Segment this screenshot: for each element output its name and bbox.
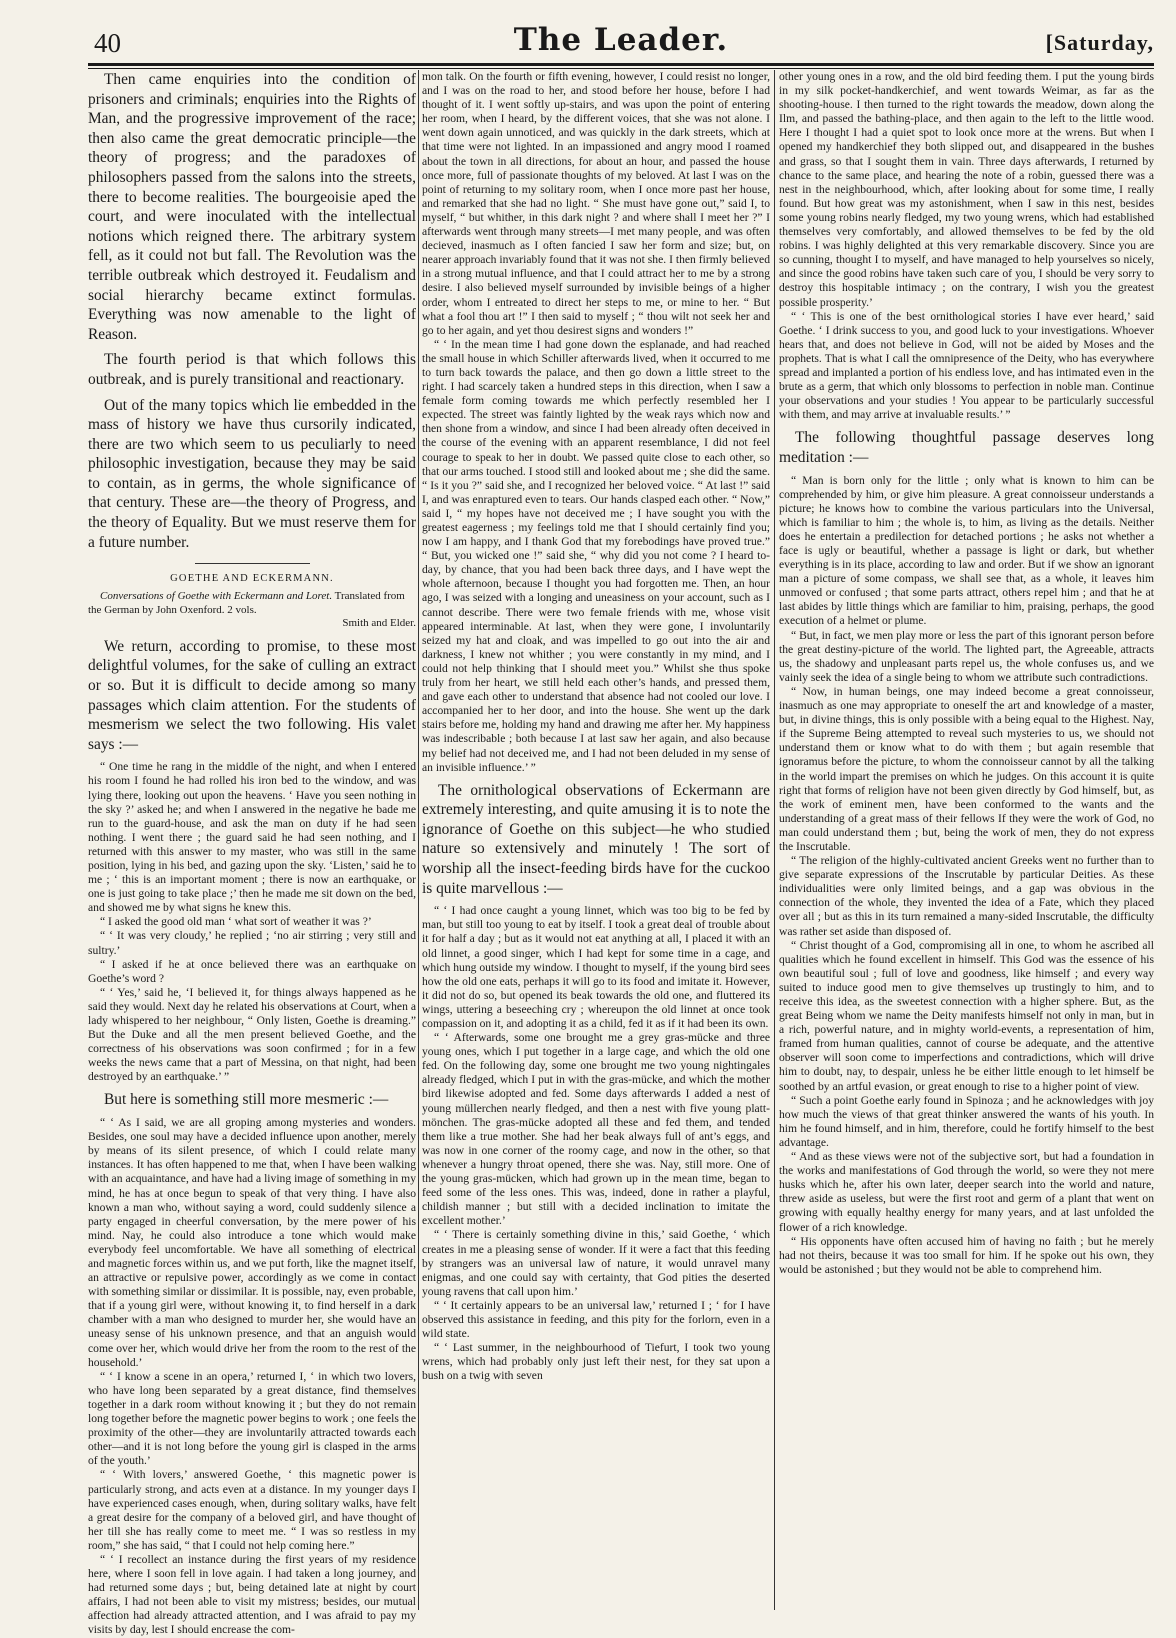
review-intro: We return, according to promise, to these most delightful volumes, for the sake of culling an extract or so. But it is difficult to decide among so many passages which claim attention. For the students of mesmerism we select the two following. His valet says :— bbox=[88, 637, 416, 753]
quote-paragraph: “ ‘ It certainly appears to be an universal law,’ returned I ; ‘ for I have observed this assistance in feeding, and this pity for the forlorn, even in a wild state. bbox=[422, 1298, 770, 1341]
section-divider bbox=[195, 563, 310, 564]
column-1 bbox=[88, 70, 416, 1637]
bridge-paragraph: But here is something still more mesmeric :— bbox=[104, 1091, 389, 1109]
column-2 bbox=[422, 70, 770, 1615]
quote-paragraph: “ ‘ I recollect an instance during the first years of my residence here, where I soon fell in love again. I had taken a long journey, and had returned some days ; but, being detained late at night by court affairs, I had not been able to visit my mistress; besides, our mutual affection had already attracted attention, and I was afraid to pay my visits by day, lest I should encrease the com- bbox=[88, 1552, 416, 1637]
quote-paragraph: “ ‘ It was very cloudy,’ he replied ; ‘no air stirring ; very still and sultry.’ bbox=[88, 929, 416, 957]
quote-paragraph: “ ‘ Afterwards, some one brought me a grey gras-mücke and three young ones, which I put together in a large cage, and which the old one fed. On the following day, some one brought me two young nightingales already fledged, which I put in with the gras-mücke, and which the mother bird likewise adopted and fed. Some days afterwards I added a nest of young müllerchen nearly fledged, and then a nest with five young platt-mönchen. The gras-mücke adopted all these and fed them, and tended them like a true mother. She had her beak always full of ant’s eggs, and was now in one corner of the roomy cage, and now in the other, so that whenever a hungry throat opened, there she was. Nay, still more. One of the young gras-mücken, which had grown up in the mean time, began to feed some of the less ones. This was, indeed, done in rather a playful, childish manner ; but still with a decided inclination to imitate the excellent mother.’ bbox=[422, 1031, 770, 1228]
book-citation bbox=[88, 590, 416, 617]
quote-paragraph: “ ‘ Yes,’ said he, ‘I believed it, for things always happened as he said they would. Next day he related his observations at Court, when a lady whispered to her neighbour, “ Only listen, Goethe is dreaming.” But the Duke and all the men present believed Goethe, and the correctness of his observations was soon confirmed ; for in a few weeks the news came that a part of Messina, on that night, had been destroyed by an earthquake.’ ” bbox=[88, 985, 416, 1084]
masthead-rule bbox=[88, 63, 1154, 66]
quote-paragraph: “ Such a point Goethe early found in Spinoza ; and he acknowledges with joy how much the views of that great thinker answered the wants of his youth. In him he found himself, and in him, therefore, could he fortify himself to the best advantage. bbox=[779, 1093, 1154, 1149]
book-title: Conversations of Goethe with Eckermann and Loret. bbox=[100, 590, 333, 603]
masthead bbox=[88, 22, 1154, 66]
quote-paragraph: “ ‘ With lovers,’ answered Goethe, ‘ this magnetic power is particularly strong, and acts even at a distance. In my younger days I have experienced cases enough, when, during solitary walks, have felt a great desire for the company of a beloved girl, and have thought of her till she has really come to meet me. “ I was so restless in my room,” she has said, “ that I could not help coming here.” bbox=[88, 1468, 416, 1552]
quote-paragraph: “ And as these views were not of the subjective sort, but had a foundation in the works and manifestations of God through the world, so were they not mere husks which he, after his own later, deeper search into the world and nature, threw aside as useless, but were the first root and germ of a plant that went on growing with equally healthy energy for many years, and at last unfolded the flower of a rich knowledge. bbox=[779, 1150, 1154, 1234]
intro-paragraph: The fourth period is that which follows this outbreak, and is purely transitional and reactionary. bbox=[88, 351, 416, 388]
column-divider-2 bbox=[774, 70, 775, 1610]
quote-paragraph: “ ‘ As I said, we are all groping among mysteries and wonders. Besides, one soul may have a decided influence upon another, merely by means of its silent presence, of which I could relate many instances. It has often happened to me that, when I have been walking with an acquaintance, and have had a living image of something in my mind, he has at once begun to speak of that very thing. I have also known a man who, without saying a word, could suddenly silence a party engaged in cheerful conversation, by the mere power of his mind. Nay, he could also introduce a tone which would make everybody feel uncomfortable. We have all something of electrical and magnetic forces within us, and we put forth, like the magnet itself, an attractive or repulsive power, accordingly as we come in contact with something similar or dissimilar. It is possible, nay, even probable, that if a young girl were, without knowing it, to find herself in a dark chamber with a man who designed to murder her, she would have an uneasy sense of his unknown presence, and that an anguish would come over her, which would drive her from the room to the rest of the household.’ bbox=[88, 1116, 416, 1369]
quote-paragraph: other young ones in a row, and the old bird feeding them. I put the young birds in my silk pocket-handkerchief, and went towards Weimar, as far as the shooting-house. I then turned to the right towards the meadow, down along the Ilm, and passed the bathing-place, and then again to the left to the little wood. Here I thought I had a quiet spot to look once more at the wrens. But when I opened my handkerchief they both slipped out, and disappeared in the bushes and grass, so that I sought them in vain. Three days afterwards, I returned by chance to the same place, and hearing the note of a robin, guessed there was a nest in the neighbourhood, which, after looking about for some time, I really found. But how great was my astonishment, when I saw in this nest, besides some young robins nearly fledged, my two young wrens, which had established themselves very comfortably, and allowed themselves to be fed by the old robins. I was highly delighted at this very remarkable discovery. Since you are so cunning, thought I to myself, and have managed to help yourselves so nicely, and since the good robins have taken such care of you, I should be very sorry to destroy this hospitable intimacy ; on the contrary, I wish you the greatest possible prosperity.’ bbox=[779, 70, 1154, 309]
quote-paragraph: “ ‘ This is one of the best ornithological stories I have ever heard,’ said Goethe. ‘ I drink success to you, and good luck to your investigations. Whoever hears that, and does not believe in God, will not be aided by Moses and the prophets. That is what I call the omnipresence of the Deity, who has everywhere spread and implanted a portion of his endless love, and has intimated even in the brute as a germ, that which only blossoms to perfection in noble man. Continue your observations and your studies ! You appear to be particularly successful with them, and may arrive at invaluable results.’ ” bbox=[779, 309, 1154, 422]
quote-paragraph: “ ‘ In the mean time I had gone down the esplanade, and had reached the small house in which Schiller afterwards lived, when it occurred to me to turn back towards the palace, and then go down a little street to the right. I had scarcely taken a hundred steps in this direction, when I saw a female form coming towards me which perfectly resembled her I expected. The street was faintly lighted by the weak rays which now and then shone from a window, and since I had been already often deceived in the course of the evening with an apparent resemblance, I did not feel courage to speak to her in doubt. We passed quite close to each other, so that our arms touched. I stood still and looked about me ; she did the same. “ Is it you ?” said she, and I recognized her beloved voice. “ At last !” said I, and was enraptured even to tears. Our hands clasped each other. “ Now,” said I, “ my hopes have not deceived me ; I have sought you with the greatest eagerness ; my feelings told me that I should certainly find you; now I am happy, and I thank God that my forebodings have proved true.” “ But, you wicked one !” said she, “ why did you not come ? I heard to-day, by chance, that you had been back three days, and I have wept the whole afternoon, because I thought you had forgotten me. Then, an hour ago, I was seized with a longing and uneasiness on your account, such as I cannot describe. There were two female friends with me, whose visit appeared interminable. At last, when they were gone, I involuntarily seized my hat and cloak, and was impelled to go out into the air and darkness, I knew not whither ; you were constantly in my mind, and I could not help thinking that I should meet you.” Whilst she thus spoke truly from her heart, we still held each other’s hands, and pressed them, and gave each other to understand that absence had not cooled our love. I accompanied her to her door, and into the house. She went up the dark stairs before me, holding my hand and drawing me after her. My happiness was indescribable ; both because I at last saw her again, and also because my belief had not deceived me, and I had not been deluded in my sense of an invisible influence.’ ” bbox=[422, 337, 770, 774]
newspaper-title: The Leader. bbox=[513, 22, 729, 58]
bridge-paragraph: The following thoughtful passage deserves long meditation :— bbox=[779, 429, 1154, 466]
quote-paragraph: “ ‘ There is certainly something divine in this,’ said Goethe, ‘ which creates in me a pleasing sense of wonder. If it were a fact that this feeding by strangers was an universal law of nature, it would unravel many enigmas, and one could say with certainty, that God pities the deserted young ravens that call upon him.’ bbox=[422, 1228, 770, 1298]
book-details: Translated from the German by John Oxenford. 2 vols. bbox=[88, 590, 405, 616]
quote-paragraph: “ One time he rang in the middle of the night, and when I entered his room I found he had rolled his iron bed to the window, and was lying there, looking out upon the heavens. ‘ Have you seen nothing in the sky ?’ asked he; and when I answered in the negative he bade me run to the guard-house, and ask the man on duty if he had seen nothing. I went there ; the guard said he had seen nothing, and I returned with this answer to my master, who was still in the same position, lying in his bed, and gazing upon the sky. ‘Listen,’ said he to me ; ‘ this is an important moment ; there is now an earthquake, or one is just going to take place ;’ then he made me sit down on the bed, and showed me by what signs he knew this. bbox=[88, 760, 416, 915]
bridge-paragraph: The ornithological observations of Eckermann are extremely interesting, and quite amusing it is to note the ignorance of Goethe on this subject—he who studied nature so extensively and minutely ! The sort of worship all the insect-feeding birds have for the cuckoo is quite marvellous :— bbox=[422, 781, 770, 897]
intro-paragraph: Then came enquiries into the condition of prisoners and criminals; enquiries into the Rights of Man, and the progressive improvement of the race; then also came the great democratic principle—the theory of progress; and the paradoxes of philosophers passed from the salons into the streets, there to become realities. The bourgeoisie aped the court, and were inoculated with the intellectual notions which reigned there. The arbitrary system fell, as it could not but fall. The Revolution was the terrible outbreak which destroyed it. Feudalism and social hierarchy became extinct formulas. Everything was now amenable to the light of Reason. bbox=[88, 71, 416, 343]
quote-paragraph: “ I asked the good old man ‘ what sort of weather it was ?’ bbox=[100, 915, 372, 929]
intro-paragraph: Out of the many topics which lie embedded in the mass of history we have thus cursorily indicated, there are two which seem to us peculiarly to need philosophic investigation, because they may be said to contain, as in germs, the whole significance of that century. These are—the theory of Progress, and the theory of Equality. But we must reserve them for a future number. bbox=[88, 396, 416, 551]
quote-paragraph: “ Christ thought of a God, compromising all in one, to whom he ascribed all qualities which he found excellent in himself. This God was the essence of his own beautiful soul ; full of love and goodness, like himself ; and every way suited to induce good men to give themselves up trustingly to him, and to receive this idea, as the sweetest connection with a higher sphere. But, as the great Being whom we name the Deity manifests himself not only in man, but in a rich, powerful nature, and in mighty world-events, a representation of him, framed from human qualities, cannot of course be adequate, and the attentive observer will soon come to imperfections and contradictions, which will drive him to doubt, nay, to despair, unless he be either little enough to let himself be soothed by an artful evasion, or great enough to rise to a higher point of view. bbox=[779, 938, 1154, 1093]
quote-paragraph: “ Now, in human beings, one may indeed become a great connoisseur, inasmuch as one may appropriate to oneself the art and knowledge of a master, but, in divine things, this is only possible with a being equal to the Highest. Nay, if the Supreme Being attempted to reveal such mysteries to us, we should not understand them or know what to do with them ; but again resemble that ignoramus before the picture, to whom the connoisseur cannot by all the talking in the world impart the premises on which he judges. On this account it is quite right that forms of religion have not been given directly by God himself, but, as the work of eminent men, have been conformed to the wants and the understanding of a great mass of their fellows If they were the work of God, no man could understand them ; but, being the work of men, they do not express the Inscrutable. bbox=[779, 684, 1154, 853]
quote-paragraph: “ I asked if he at once believed there was an earthquake on Goethe’s word ? bbox=[88, 957, 416, 985]
issue-day: [Saturday, bbox=[1045, 30, 1154, 55]
publisher: Smith and Elder. bbox=[342, 617, 416, 630]
section-heading: GOETHE AND ECKERMANN. bbox=[170, 573, 334, 585]
column-divider-1 bbox=[418, 70, 419, 1610]
column-3 bbox=[779, 70, 1154, 1615]
quote-paragraph: “ ‘ I had once caught a young linnet, which was too big to be fed by man, but still too young to eat by itself. I took a great deal of trouble about it for half a day ; but as it would not eat anything at all, I placed it with an old linnet, a good singer, which I had kept for some time in a cage, and which hung outside my window. I thought to myself, if the young bird sees how the old one eats, perhaps it will go to its food and imitate it. However, it did not do so, but opened its beak towards the old one, and fluttered its wings, uttering a beseeching cry ; whereupon the old linnet at once took compassion on it, and adopting it as a child, fed it as if it had been its own. bbox=[422, 904, 770, 1030]
quote-paragraph: “ But, in fact, we men play more or less the part of this ignorant person before the great destiny-picture of the world. The lighted part, the Agreeable, attracts us, the shadowy and unpleasant parts repel us, the whole confuses us, and we vainly seek the idea of a single being to whom we attribute such contradictions. bbox=[779, 628, 1154, 684]
quote-paragraph: “ His opponents have often accused him of having no faith ; but he merely had not theirs, because it was too small for him. If he spoke out his own, they would be astonished ; but they would not be able to comprehend him. bbox=[779, 1234, 1154, 1276]
quote-paragraph: “ ‘ Last summer, in the neighbourhood of Tiefurt, I took two young wrens, which had probably only just left their nest, for they sat upon a bush on a twig with seven bbox=[422, 1341, 770, 1383]
quote-paragraph: “ ‘ I know a scene in an opera,’ returned I, ‘ in which two lovers, who have long been separated by a great distance, find themselves together in a dark room without knowing it ; but they do not remain long together before the magnetic power begins to work ; one feels the proximity of the other—they are involuntarily attracted towards each other—and it is not long before the young girl is clasped in the arms of the youth.’ bbox=[88, 1369, 416, 1468]
page-number: 40 bbox=[94, 28, 121, 58]
quote-paragraph: mon talk. On the fourth or fifth evening, however, I could resist no longer, and I was on the road to her, and stood before her house, before I had thought of it. I went softly up-stairs, and was upon the point of entering her room, when I heard, by the different voices, that she was not alone. I went down again unnoticed, and was quickly in the dark streets, which at that time were not lighted. In an impassioned and angry mood I roamed about the town in all directions, for about an hour, and passed the house once more, full of passionate thoughts of my beloved. At last I was on the point of returning to my solitary room, when I once more past her house, and remarked that she had no light. “ She must have gone out,” said I, to myself, “ but whither, in this dark night ? and where shall I meet her ?” I afterwards went through many streets—I met many people, and was often decieved, inasmuch as I often fancied I saw her form and size; but, on nearer approach invariably found that it was not she. I then firmly believed in a strong mutual influence, and that I could attract her to me by a strong desire. I also believed myself surrounded by invisible beings of a higher order, whom I entreated to direct her steps to me, or mine to her. “ But what a fool thou art !” I then said to myself ; “ thou wilt not seek her and go to her again, and yet thou desirest signs and wonders !” bbox=[422, 70, 770, 337]
quote-paragraph: “ Man is born only for the little ; only what is known to him can be comprehended by him, or give him pleasure. A great connoisseur understands a picture; he knows how to combine the various particulars into the Universal, which is familiar to him ; the whole is, to him, as living as the details. Neither does he entertain a predilection for detached portions ; he asks not whether a face is ugly or beautiful, whether a passage is light or dark, but whether everything is in its place, according to law and order. But if we show an ignorant man a picture of some compass, we shall see that, as a whole, it leaves him unmoved or confused ; that some parts attract, others repel him ; and that he at last abides by little things which are familiar to him, praising, perhaps, the good execution of a helmet or plume. bbox=[779, 473, 1154, 628]
masthead-rule-thin bbox=[88, 68, 1154, 69]
quote-paragraph: “ The religion of the highly-cultivated ancient Greeks went no further than to give separate expressions of the Inscrutable by particular Deities. As these individualities were only limited beings, and a gap was obvious in the connection of the whole, they invented the idea of a Fate, which they placed over all ; but as this in its turn remained a many-sided Inscrutable, the difficulty was rather set aside than disposed of. bbox=[779, 854, 1154, 938]
